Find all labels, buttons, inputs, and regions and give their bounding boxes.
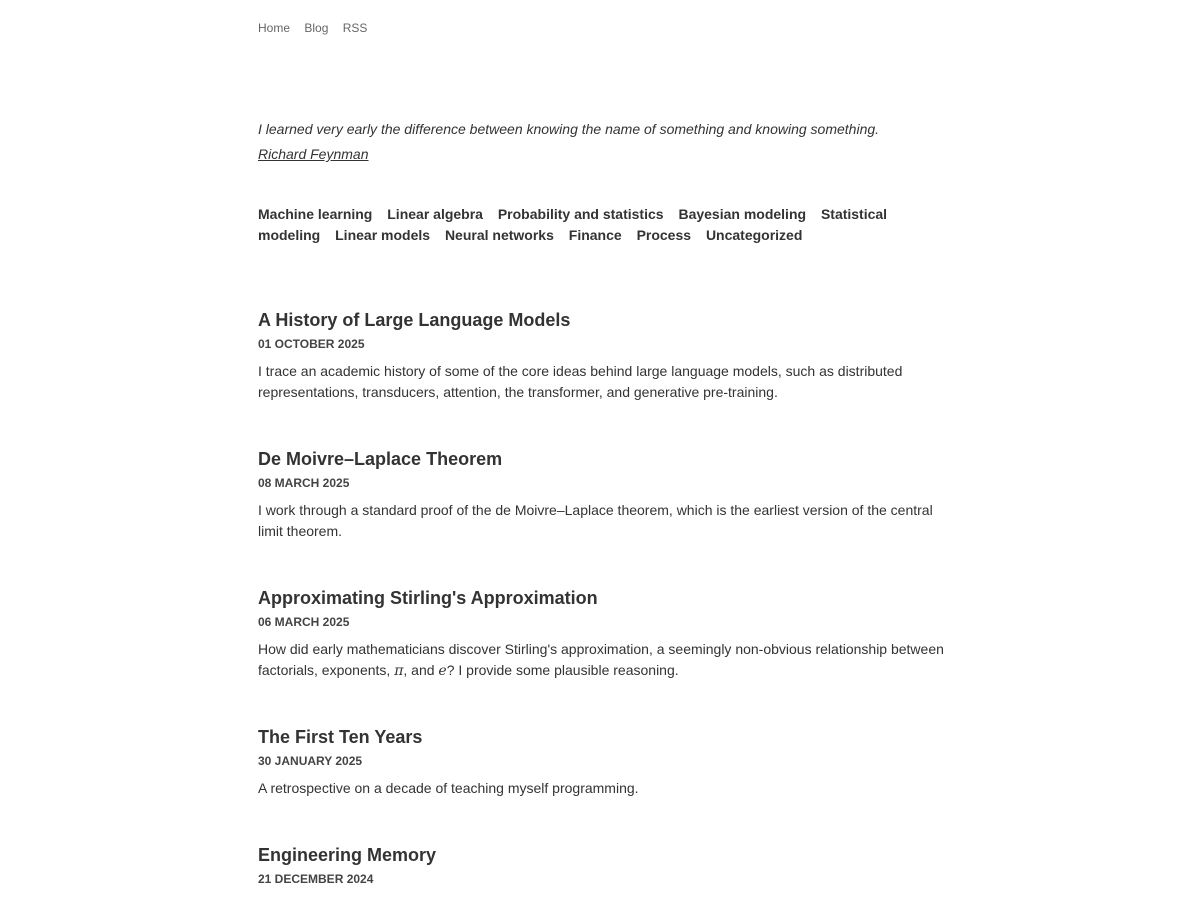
post-summary: I work through a standard proof of the de Moivre–Laplace theorem, which is the earliest version of the central limit theorem.: [258, 502, 933, 539]
post-item: [258, 844, 958, 886]
math-pi-symbol: π: [394, 663, 404, 679]
category-finance[interactable]: Finance: [568, 227, 622, 243]
category-statistical-modeling[interactable]: Statistical modeling: [258, 206, 888, 243]
math-e-symbol: e: [438, 663, 447, 679]
post-summary: I trace an academic history of some of the core ideas behind large language models, such as distributed representations, transducers, attention, the transformer, and generative pre-training.: [258, 363, 903, 400]
category-bayesian-modeling[interactable]: Bayesian modeling: [678, 206, 807, 222]
post-item: [258, 309, 958, 403]
post-summary-text: ? I provide some plausible reasoning.: [446, 662, 679, 678]
post-title-link[interactable]: A History of Large Language Models: [258, 310, 571, 330]
post-date: 06 MARCH 2025: [258, 615, 350, 629]
category-linear-models[interactable]: Linear models: [335, 227, 431, 243]
epigraph-quote: I learned very early the difference between knowing the name of something and knowing something.: [258, 121, 880, 137]
post-date: 01 OCTOBER 2025: [258, 337, 365, 351]
nav-home-link[interactable]: Home: [258, 21, 291, 35]
post-title-link[interactable]: The First Ten Years: [258, 727, 423, 747]
post-item: [258, 587, 958, 682]
category-probability-and-statistics[interactable]: Probability and statistics: [497, 206, 664, 222]
post-date: 30 JANUARY 2025: [258, 754, 363, 768]
top-nav: [258, 20, 378, 36]
post-summary: [258, 639, 958, 682]
category-list: [258, 204, 918, 246]
epigraph-author-link[interactable]: Richard Feynman: [258, 146, 369, 162]
post-item: [258, 448, 958, 542]
post-title-link[interactable]: Engineering Memory: [258, 845, 437, 865]
post-title-link[interactable]: De Moivre–Laplace Theorem: [258, 449, 503, 469]
post-date: 08 MARCH 2025: [258, 476, 350, 490]
post-summary: A retrospective on a decade of teaching myself programming.: [258, 780, 639, 796]
category-machine-learning[interactable]: Machine learning: [258, 206, 373, 222]
post-summary-text: , and: [403, 662, 439, 678]
nav-blog-link[interactable]: Blog: [304, 21, 329, 35]
category-linear-algebra[interactable]: Linear algebra: [387, 206, 483, 222]
category-process[interactable]: Process: [636, 227, 692, 243]
category-neural-networks[interactable]: Neural networks: [444, 227, 554, 243]
post-title-link[interactable]: Approximating Stirling's Approximation: [258, 588, 598, 608]
post-summary-text: How did early mathematicians discover Stirling's approximation, a seemingly non-obvious relationship between factorials, exponents,: [258, 641, 944, 678]
category-uncategorized[interactable]: Uncategorized: [705, 227, 803, 243]
post-item: [258, 726, 958, 799]
nav-rss-link[interactable]: RSS: [342, 21, 368, 35]
post-date: 21 DECEMBER 2024: [258, 872, 374, 886]
